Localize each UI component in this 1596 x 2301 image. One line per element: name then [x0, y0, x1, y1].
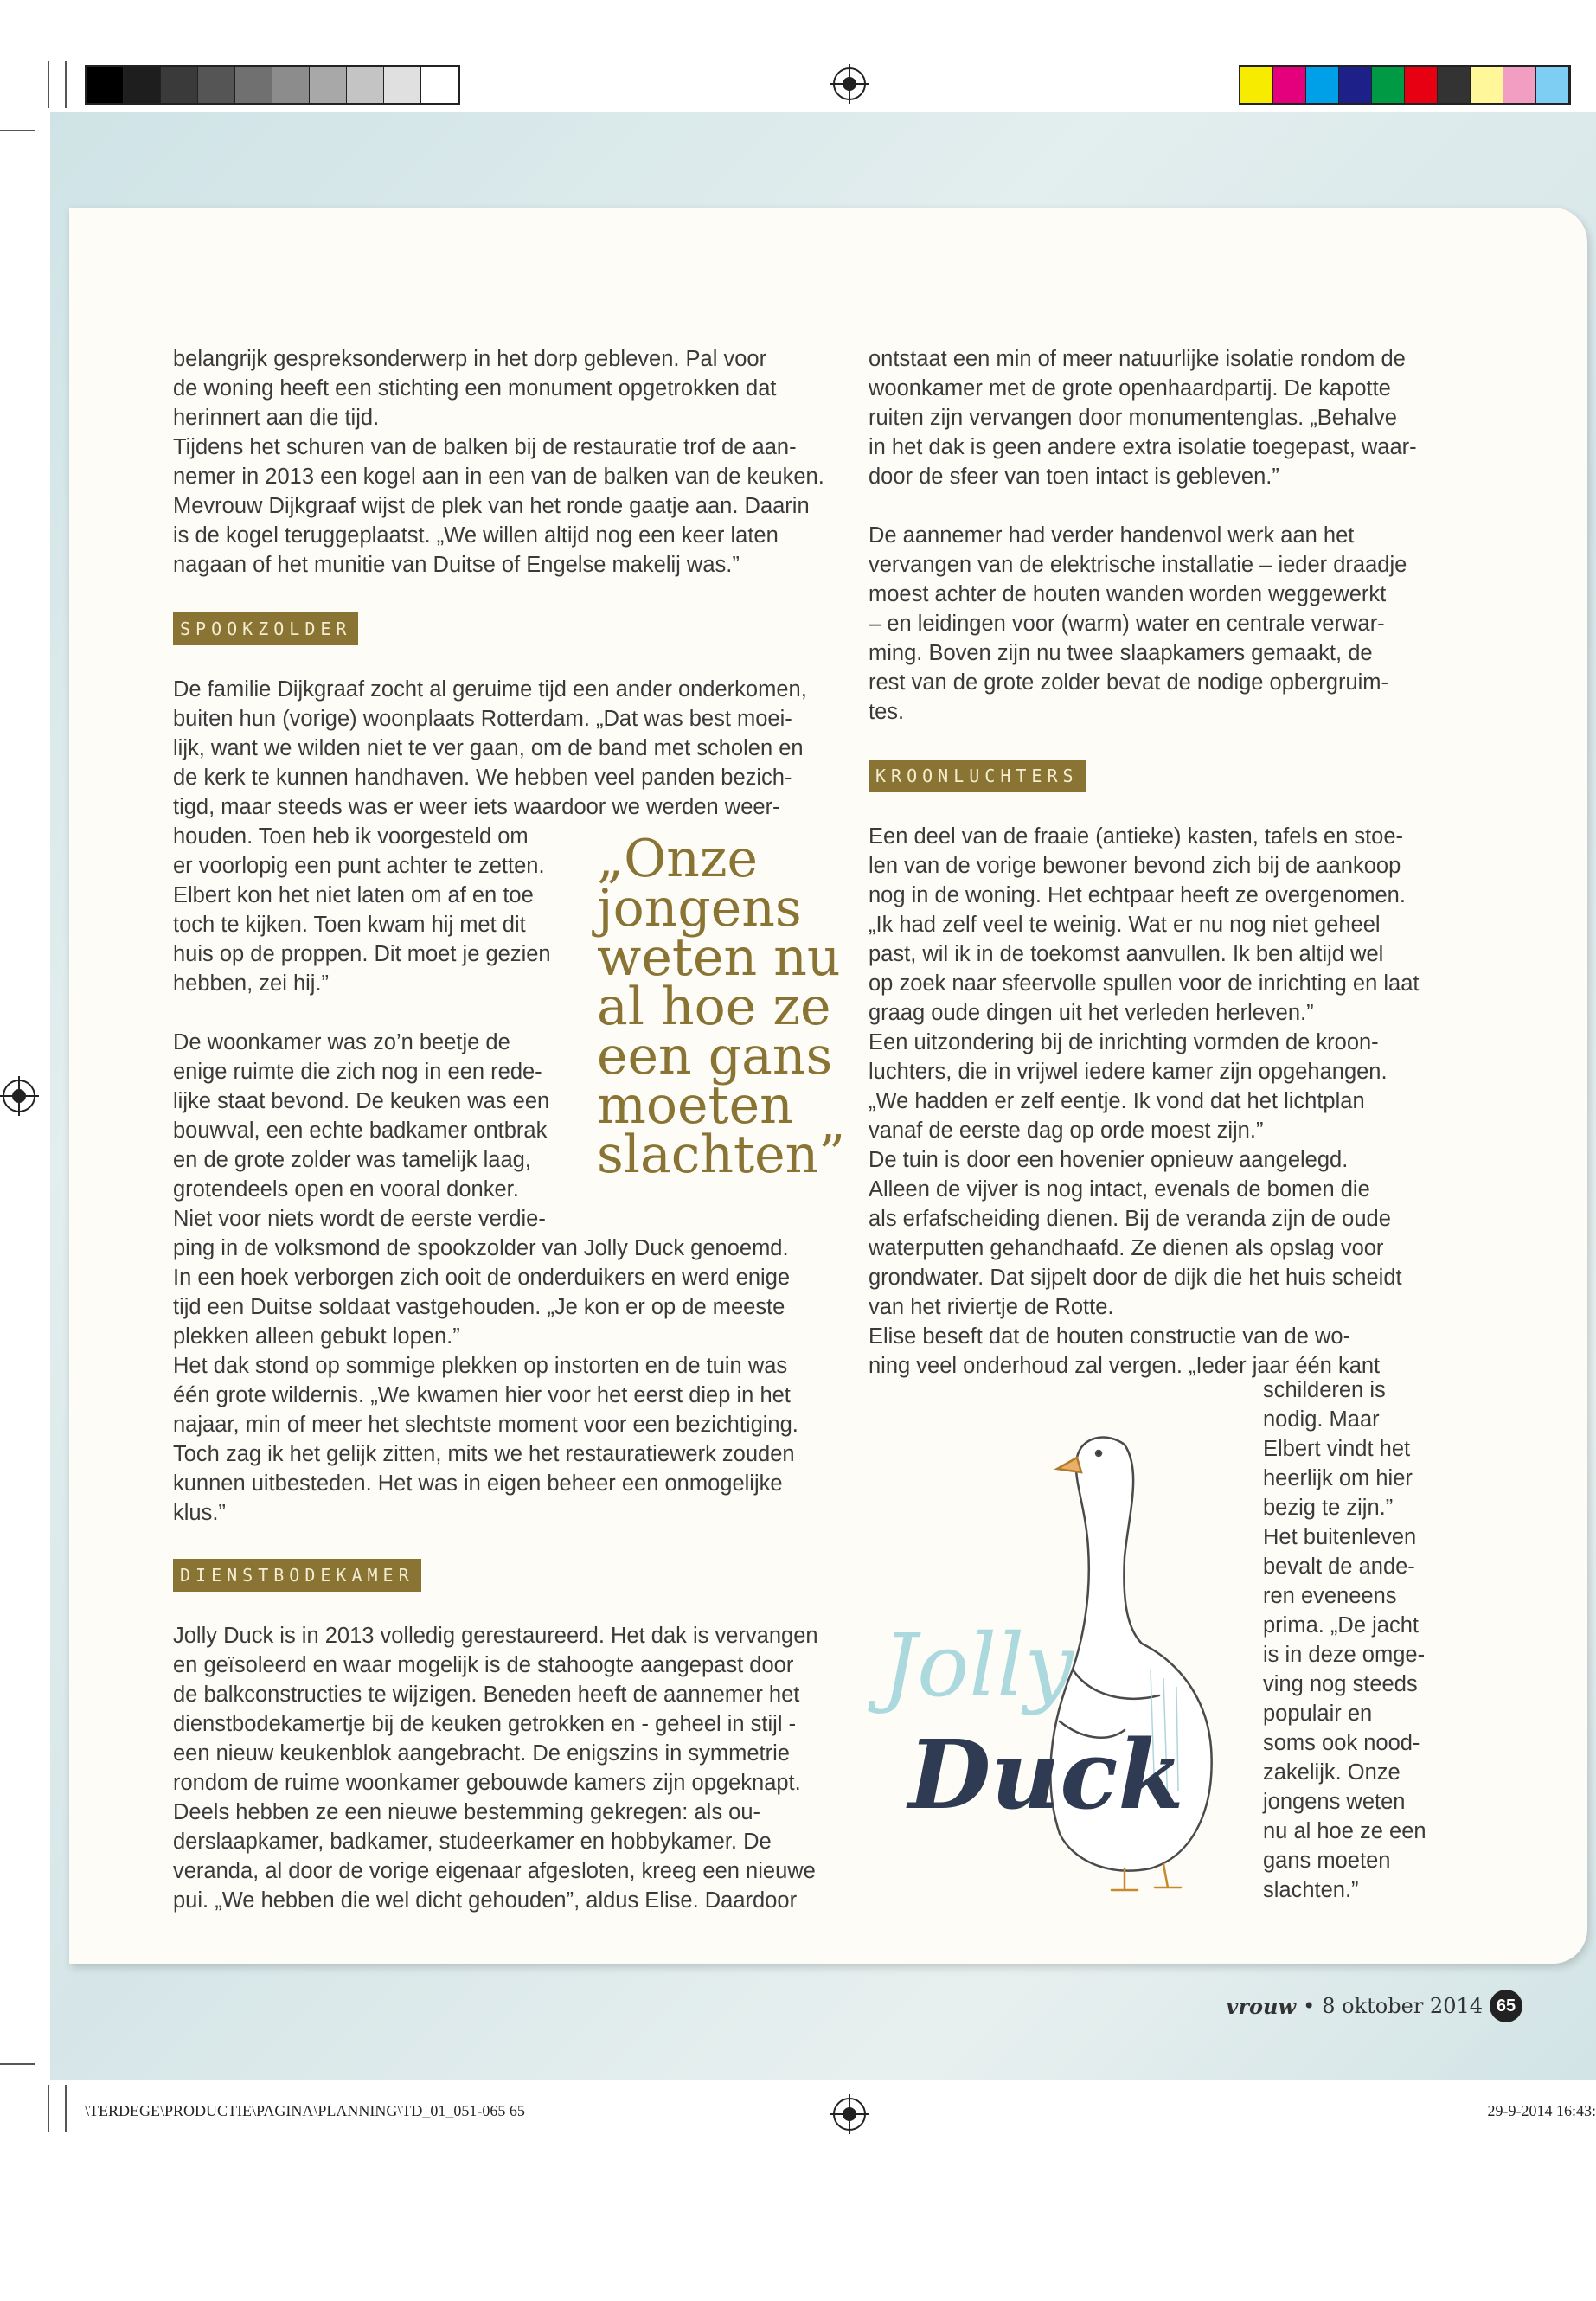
- text-line: Alleen de vijver is nog intact, evenals de bomen die: [869, 1177, 1370, 1202]
- slug-path: \TERDEGE\PRODUCTIE\PAGINA\PLANNING\TD_01_051-065 65: [85, 2102, 525, 2119]
- installatie-paragraph: [869, 521, 1439, 727]
- text-line: bevalt de ande-: [1263, 1554, 1415, 1579]
- kroonluchters-paragraph: [869, 822, 1439, 1381]
- color-swatch: [1405, 67, 1438, 103]
- page-number: 65: [1490, 1990, 1522, 2022]
- text-line: najaar, min of meer het slechtste moment voor een bezichtiging.: [173, 1413, 798, 1437]
- color-swatch: [1438, 67, 1471, 103]
- intro-paragraph: [173, 344, 839, 580]
- color-swatch: [124, 67, 161, 103]
- text-line: huis op de proppen. Dit moet je gezien: [173, 942, 551, 966]
- text-line: op zoek naar sfeervolle spullen voor de inrichting en laat: [869, 971, 1420, 996]
- process-color-bar: [1239, 65, 1571, 105]
- text-line: dienstbodekamertje bij de keuken getrokken en - geheel in stijl -: [173, 1712, 797, 1736]
- text-line: graag oude dingen uit het verleden herleven.”: [869, 1001, 1314, 1025]
- text-line: nu al hoe ze een: [1263, 1819, 1426, 1843]
- text-line: ning veel onderhoud zal vergen. „Ieder jaar één kant: [869, 1354, 1381, 1378]
- crop-mark: [48, 61, 49, 108]
- crop-mark: [65, 2085, 67, 2132]
- text-line: De aannemer had verder handenvol werk aan het: [869, 523, 1355, 548]
- text-line: woonkamer met de grote openhaardpartij. De kapotte: [869, 376, 1391, 401]
- text-line: grotendeels open en vooral donker.: [173, 1177, 519, 1202]
- text-line: slachten.”: [1263, 1878, 1359, 1902]
- registration-mark-icon: [833, 2098, 866, 2131]
- text-line: de woning heeft een stichting een monument opgetrokken dat: [173, 376, 777, 401]
- duck-script-text: Duck: [908, 1719, 1184, 1830]
- text-line: plekken alleen gebukt lopen.”: [173, 1324, 460, 1349]
- text-line: Niet voor niets wordt de eerste verdie-: [173, 1207, 546, 1231]
- text-line: pui. „We hebben die wel dicht gehouden”, aldus Elise. Daardoor: [173, 1888, 798, 1913]
- text-line: zakelijk. Onze: [1263, 1760, 1401, 1785]
- text-line: bezig te zijn.”: [1263, 1496, 1394, 1520]
- text-line: klus.”: [173, 1501, 226, 1525]
- text-line: tigd, maar steeds was er weer iets waardoor we werden weer-: [173, 795, 780, 819]
- color-swatch: [1306, 67, 1339, 103]
- text-line: één grote wildernis. „We kwamen hier voor het eerst diep in het: [173, 1383, 791, 1407]
- isolatie-paragraph: [869, 344, 1439, 491]
- color-swatch: [1471, 67, 1503, 103]
- text-line: lijke staat bevond. De keuken was een: [173, 1089, 550, 1113]
- text-line: len van de vorige bewoner bevond zich bij de aankoop: [869, 854, 1401, 878]
- color-swatch: [235, 67, 272, 103]
- color-swatch: [1372, 67, 1405, 103]
- pull-quote: „Onze jongens weten nu al hoe ze een gans moeten slachten”: [597, 829, 845, 1185]
- text-line: vanaf de eerste dag op orde moest zijn.”: [869, 1118, 1264, 1143]
- magazine-name: vrouw: [1226, 1993, 1297, 2019]
- text-line: lijk, want we wilden niet te ver gaan, om de band met scholen en: [173, 736, 804, 760]
- text-line: en geïsoleerd en waar mogelijk is de stahoogte aangepast door: [173, 1653, 794, 1677]
- registration-mark-icon: [833, 67, 866, 100]
- color-swatch: [1240, 67, 1273, 103]
- right-column: [869, 344, 1439, 1381]
- text-line: belangrijk gespreksonderwerp in het dorp gebleven. Pal voor: [173, 347, 767, 371]
- text-line: Elbert vindt het: [1263, 1437, 1411, 1461]
- text-line: jongens weten: [1263, 1790, 1406, 1814]
- color-swatch: [384, 67, 421, 103]
- spookzolder-paragraph: [173, 675, 839, 822]
- text-line: nemer in 2013 een kogel aan in een van de balken van de keuken.: [173, 465, 824, 489]
- section-heading-dienstbodekamer: DIENSTBODEKAMER: [173, 1559, 421, 1592]
- section-heading-kroonluchters: KROONLUCHTERS: [869, 760, 1086, 792]
- text-line: tes.: [869, 700, 905, 724]
- crop-mark: [0, 2063, 35, 2065]
- text-line: De woonkamer was zo’n beetje de: [173, 1030, 510, 1054]
- text-line: Een deel van de fraaie (antieke) kasten, tafels en stoe-: [869, 824, 1404, 849]
- text-line: heerlijk om hier: [1263, 1466, 1413, 1490]
- text-line: past, wil ik in de toekomst aanvullen. Ik ben altijd wel: [869, 942, 1384, 966]
- text-line: en de grote zolder was tamelijk laag,: [173, 1148, 531, 1172]
- text-line: Het dak stond op sommige plekken op instorten en de tuin was: [173, 1354, 788, 1378]
- text-line: gans moeten: [1263, 1849, 1391, 1873]
- text-line: rondom de ruime woonkamer gebouwde kamers zijn opgeknapt.: [173, 1771, 801, 1795]
- text-line: luchters, die in vrijwel iedere kamer zijn opgehangen.: [869, 1060, 1388, 1084]
- text-line: als erfafscheiding dienen. Bij de veranda zijn de oude: [869, 1207, 1391, 1231]
- text-line: tijd een Duitse soldaat vastgehouden. „Je kon er op de meeste: [173, 1295, 785, 1319]
- text-line: moest achter de houten wanden worden weggewerkt: [869, 582, 1387, 606]
- color-swatch: [1536, 67, 1569, 103]
- gray-color-bar: [85, 65, 460, 105]
- dienstbodekamer-paragraph: [173, 1621, 839, 1915]
- color-swatch: [1503, 67, 1536, 103]
- text-line: rest van de grote zolder bevat de nodige opbergruim-: [869, 670, 1389, 695]
- text-line: schilderen is: [1263, 1378, 1386, 1402]
- crop-mark: [0, 130, 35, 131]
- text-line: ren eveneens: [1263, 1584, 1397, 1608]
- text-line: Elbert kon het niet laten om af en toe: [173, 883, 534, 907]
- text-line: enige ruimte die zich nog in een rede-: [173, 1060, 542, 1084]
- text-line: vervangen van de elektrische installatie – ieder draadje: [869, 553, 1407, 577]
- color-swatch: [421, 67, 458, 103]
- issue-date: 8 oktober 2014: [1322, 1994, 1483, 2018]
- footer-bullet: •: [1303, 1994, 1316, 2018]
- text-line: De familie Dijkgraaf zocht al geruime tijd een ander onderkomen,: [173, 677, 807, 702]
- text-line: nagaan of het munitie van Duitse of Engelse makelij was.”: [173, 553, 740, 577]
- page-footer: [1226, 1990, 1522, 2022]
- color-swatch: [161, 67, 198, 103]
- text-line: is in deze omge-: [1263, 1643, 1426, 1667]
- text-line: toch te kijken. Toen kwam hij met dit: [173, 913, 526, 937]
- crop-mark: [48, 2085, 49, 2132]
- text-line: nodig. Maar: [1263, 1407, 1380, 1432]
- text-line: ontstaat een min of meer natuurlijke isolatie rondom de: [869, 347, 1406, 371]
- text-line: Toch zag ik het gelijk zitten, mits we het restauratiewerk zouden: [173, 1442, 795, 1466]
- spookzolder-paragraph-narrow: [173, 822, 571, 998]
- text-line: ving nog steeds: [1263, 1672, 1418, 1696]
- spookzolder-continued: [173, 1234, 839, 1528]
- color-swatch: [1273, 67, 1306, 103]
- text-line: in het dak is geen andere extra isolatie toegepast, waar-: [869, 435, 1417, 459]
- text-line: de kerk te kunnen handhaven. We hebben veel panden bezich-: [173, 766, 792, 790]
- text-line: Het buitenleven: [1263, 1525, 1417, 1549]
- text-line: door de sfeer van toen intact is gebleven.”: [869, 465, 1279, 489]
- text-line: Jolly Duck is in 2013 volledig gerestaureerd. Het dak is vervangen: [173, 1624, 818, 1648]
- jolly-script-text: Jolly: [882, 1615, 1074, 1716]
- text-line: In een hoek verborgen zich ooit de onderduikers en werd enige: [173, 1266, 791, 1290]
- text-line: bouwval, een echte badkamer ontbrak: [173, 1118, 548, 1143]
- color-swatch: [87, 67, 124, 103]
- text-line: kunnen uitbesteden. Het was in eigen beheer een onmogelijke: [173, 1471, 783, 1496]
- text-line: grondwater. Dat sijpelt door de dijk die het huis scheidt: [869, 1266, 1402, 1290]
- color-swatch: [272, 67, 310, 103]
- text-line: „Ik had zelf veel te weinig. Wat er nu nog niet geheel: [869, 913, 1381, 937]
- text-line: soms ook nood-: [1263, 1731, 1420, 1755]
- text-line: De tuin is door een hovenier opnieuw aangelegd.: [869, 1148, 1349, 1172]
- text-line: houden. Toen heb ik voorgesteld om: [173, 824, 529, 849]
- text-line: is de kogel teruggeplaatst. „We willen altijd nog een keer laten: [173, 523, 779, 548]
- text-line: Elise beseft dat de houten constructie van de wo-: [869, 1324, 1351, 1349]
- woonkamer-paragraph: [173, 1028, 571, 1234]
- text-line: derslaapkamer, badkamer, studeerkamer en hobbykamer. De: [173, 1830, 772, 1854]
- text-line: – en leidingen voor (warm) water en centrale verwar-: [869, 612, 1385, 636]
- text-line: Tijdens het schuren van de balken bij de restauratie trof de aan-: [173, 435, 797, 459]
- color-swatch: [347, 67, 384, 103]
- text-line: ping in de volksmond de spookzolder van Jolly Duck genoemd.: [173, 1236, 789, 1260]
- crop-mark: [65, 61, 67, 108]
- text-line: populair en: [1263, 1702, 1373, 1726]
- text-line: waterputten gehandhaafd. Ze dienen als opslag voor: [869, 1236, 1384, 1260]
- text-line: ruiten zijn vervangen door monumentenglas. „Behalve: [869, 406, 1397, 430]
- section-heading-spookzolder: SPOOKZOLDER: [173, 612, 358, 645]
- color-swatch: [1339, 67, 1372, 103]
- text-line: nog in de woning. Het echtpaar heeft ze overgenomen.: [869, 883, 1406, 907]
- slug-timestamp: 29-9-2014 16:43:: [1487, 2102, 1596, 2119]
- text-line: herinnert aan die tijd.: [173, 406, 380, 430]
- text-line: er voorlopig een punt achter te zetten.: [173, 854, 545, 878]
- text-line: buiten hun (vorige) woonplaats Rotterdam. „Dat was best moei-: [173, 707, 792, 731]
- text-line: Een uitzondering bij de inrichting vormden de kroon-: [869, 1030, 1379, 1054]
- text-line: hebben, zei hij.”: [173, 971, 330, 996]
- text-line: „We hadden er zelf eentje. Ik vond dat het lichtplan: [869, 1089, 1365, 1113]
- text-line: prima. „De jacht: [1263, 1613, 1419, 1638]
- jolly-duck-illustration: [865, 1410, 1254, 1894]
- text-line: Deels hebben ze een nieuwe bestemming gekregen: als ou-: [173, 1800, 761, 1824]
- text-line: de balkconstructies te wijzigen. Beneden heeft de aannemer het: [173, 1682, 800, 1707]
- text-line: een nieuw keukenblok aangebracht. De enigszins in symmetrie: [173, 1741, 790, 1766]
- text-line: van het riviertje de Rotte.: [869, 1295, 1114, 1319]
- registration-mark-icon: [3, 1080, 35, 1112]
- narrow-column: [1263, 1375, 1445, 1905]
- color-swatch: [198, 67, 235, 103]
- color-swatch: [310, 67, 347, 103]
- text-line: veranda, al door de vorige eigenaar afgesloten, kreeg een nieuwe: [173, 1859, 816, 1883]
- text-line: Mevrouw Dijkgraaf wijst de plek van het ronde gaatje aan. Daarin: [173, 494, 810, 518]
- text-line: ming. Boven zijn nu twee slaapkamers gemaakt, de: [869, 641, 1373, 665]
